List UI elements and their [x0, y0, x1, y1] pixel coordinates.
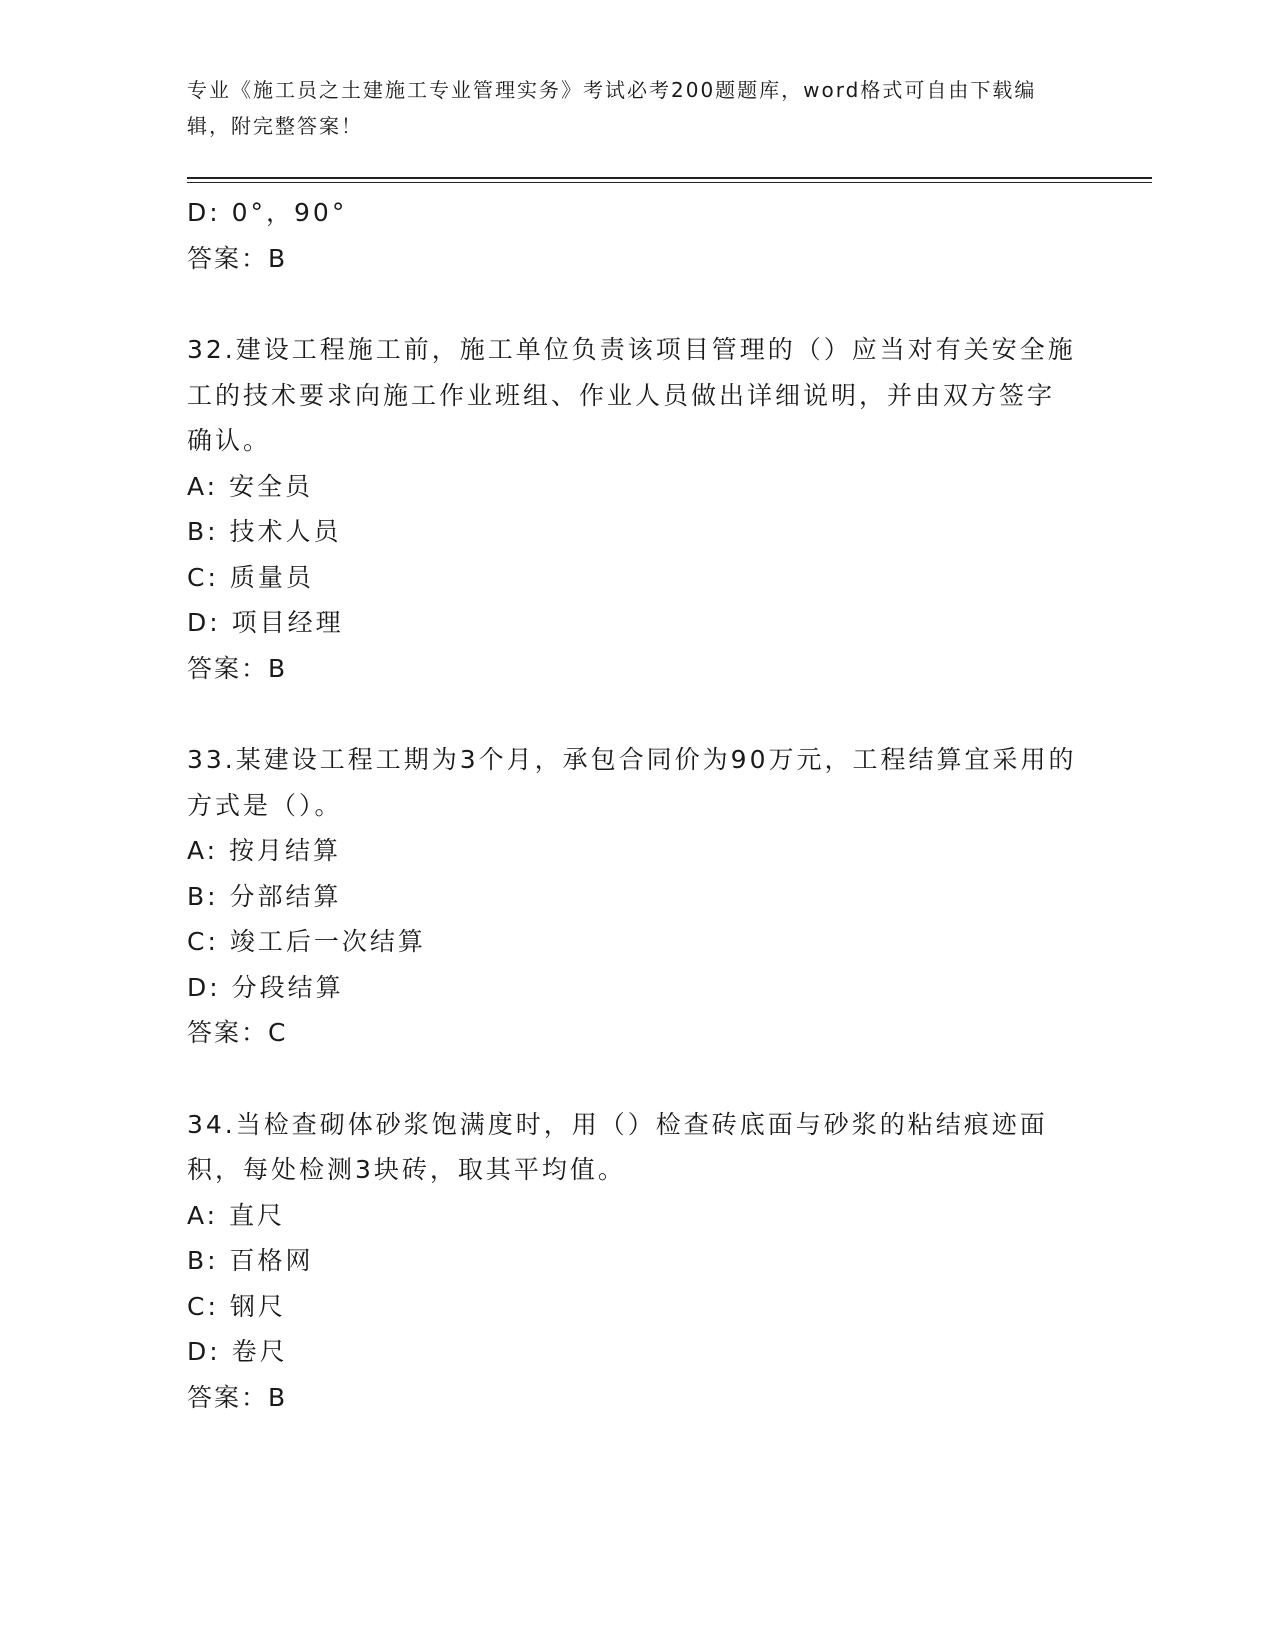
option-c: C: 竣工后一次结算 [187, 927, 426, 956]
answer: 答案：B [187, 653, 288, 683]
prev-answer: 答案：B [187, 243, 288, 273]
question-32 [187, 327, 1077, 691]
option-b: B: 百格网 [187, 1246, 314, 1275]
header-rule-thin [187, 182, 1152, 183]
question-stem: 33.某建设工程工期为3个月，承包合同价为90万元，工程结算宜采用的方式是（）。 [187, 745, 1077, 820]
answer: 答案：B [187, 1382, 288, 1412]
option-a: A: 安全员 [187, 471, 314, 501]
option-d: D: 卷尺 [187, 1337, 288, 1366]
question-34 [187, 1102, 1077, 1421]
document-header: 专业《施工员之土建施工专业管理实务》考试必考200题题库，word格式可自由下载编辑，附完整答案！ [187, 78, 1037, 138]
answer: 答案：C [187, 1018, 288, 1047]
question-stem: 34.当检查砌体砂浆饱满度时，用（）检查砖底面与砂浆的粘结痕迹面积，每处检测3块砖，取其平均值。 [187, 1109, 1048, 1184]
question-33 [187, 737, 1077, 1056]
option-b: B: 分部结算 [187, 881, 342, 911]
option-d: D: 分段结算 [187, 972, 344, 1002]
header-rule-thick [187, 177, 1152, 179]
question-stem: 32.建设工程施工前，施工单位负责该项目管理的（）应当对有关安全施工的技术要求向施工作业班组、作业人员做出详细说明，并由双方签字确认。 [187, 335, 1076, 455]
question-list [187, 190, 1077, 1420]
prev-option-d: D: 0°，90° [187, 198, 348, 227]
option-c: C: 质量员 [187, 562, 314, 592]
option-c: C: 钢尺 [187, 1291, 286, 1321]
option-b: B: 技术人员 [187, 517, 342, 546]
option-d: D: 项目经理 [187, 608, 344, 637]
option-a: A: 按月结算 [187, 836, 342, 865]
option-a: A: 直尺 [187, 1200, 286, 1230]
